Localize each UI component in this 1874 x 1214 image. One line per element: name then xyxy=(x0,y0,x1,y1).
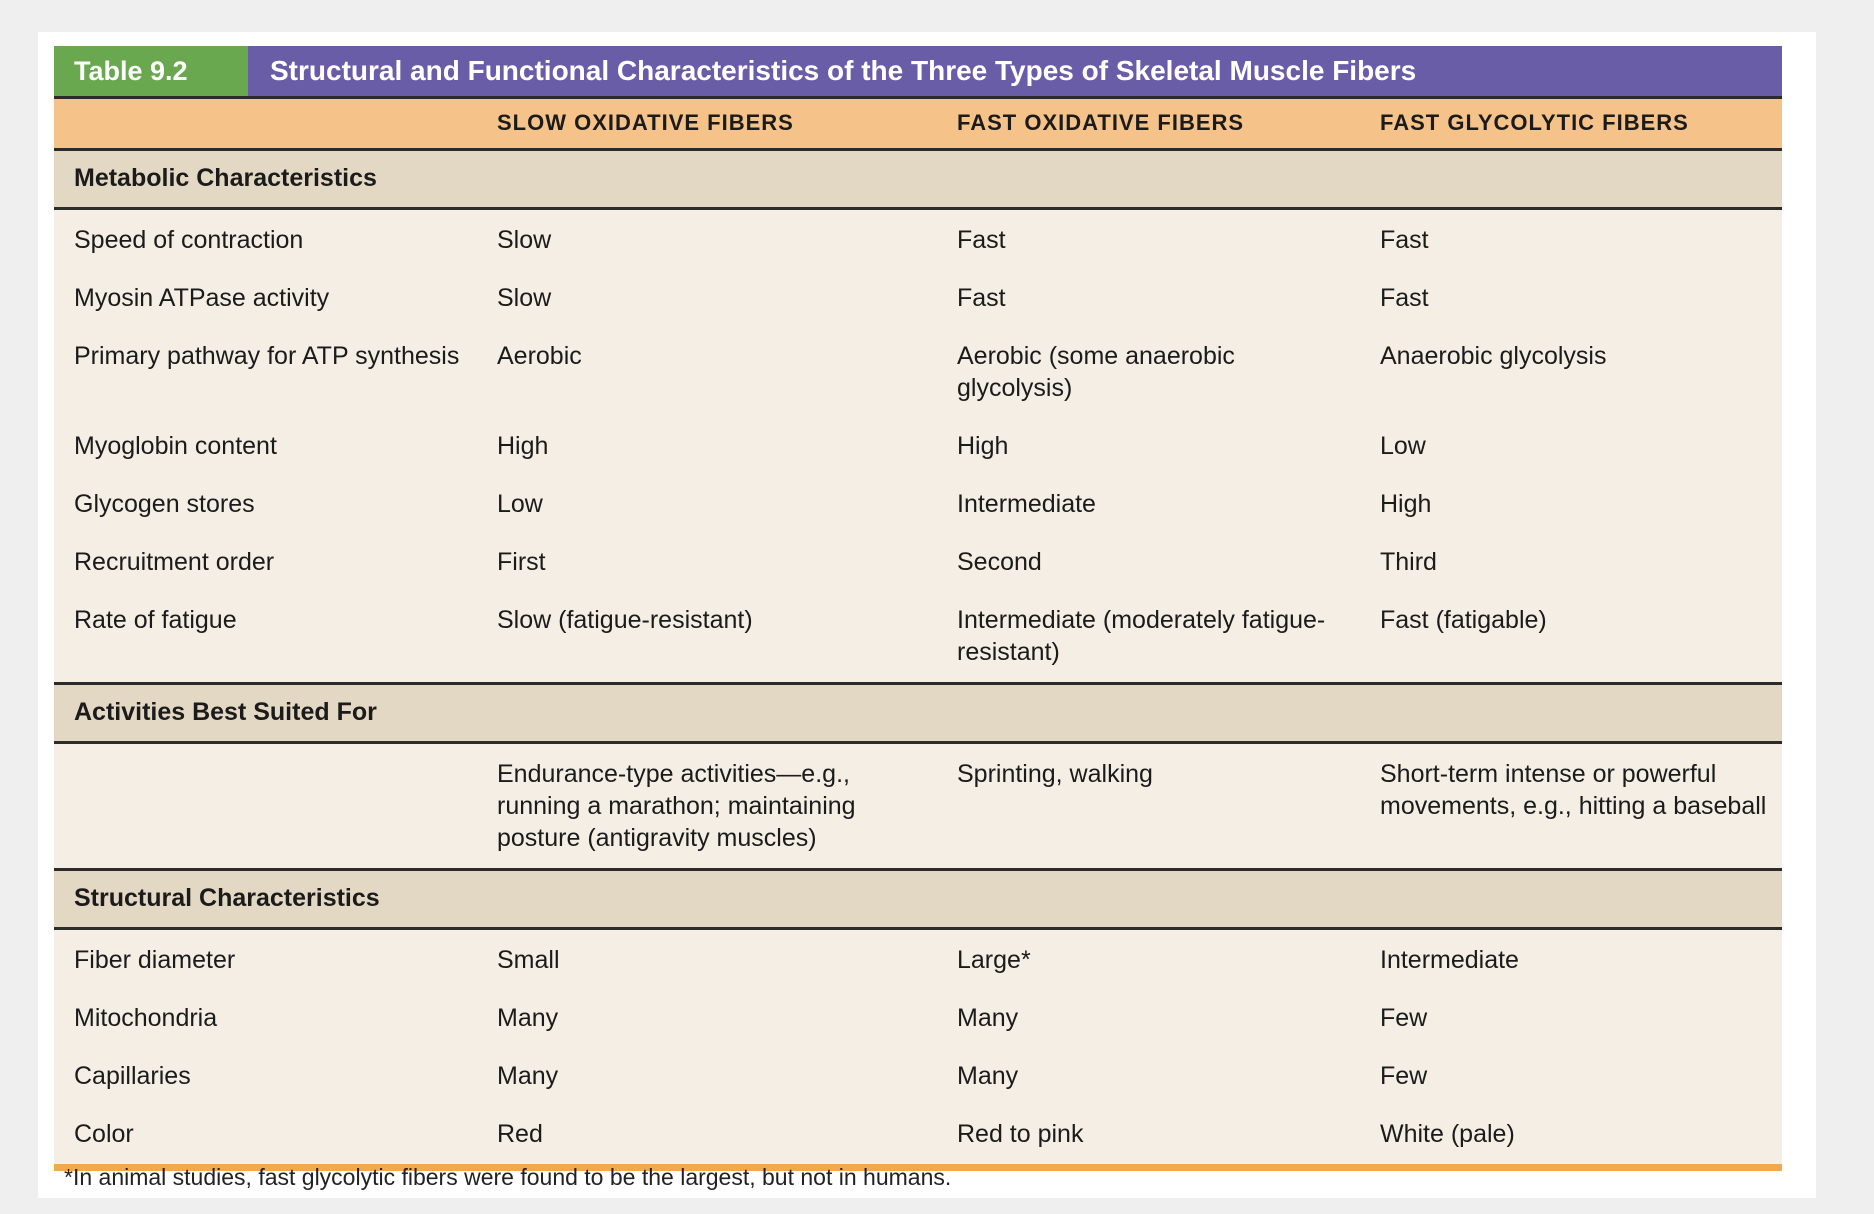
table-cell: Low xyxy=(1360,417,1782,475)
column-header-row xyxy=(54,99,1782,149)
row-label-cell xyxy=(54,742,477,869)
table-cell: Third xyxy=(1360,533,1782,591)
column-header-fast-glycolytic: FAST GLYCOLYTIC FIBERS xyxy=(1380,110,1689,136)
row-label-cell: Myoglobin content xyxy=(54,417,477,475)
column-header-characteristic xyxy=(54,99,477,149)
table-cell: Intermediate xyxy=(1360,928,1782,989)
table-cell: Many xyxy=(937,989,1360,1047)
row-label-cell: Fiber diameter xyxy=(54,928,477,989)
table-cell: High xyxy=(937,417,1360,475)
table-cell: Second xyxy=(937,533,1360,591)
table-cell: Sprinting, walking xyxy=(937,742,1360,869)
row-label-cell: Primary pathway for ATP synthesis xyxy=(54,327,477,417)
table-cell: Small xyxy=(477,928,937,989)
table-cell: Fast xyxy=(937,269,1360,327)
table-cell: Few xyxy=(1360,989,1782,1047)
table-title-bar xyxy=(54,46,1782,99)
table-row xyxy=(54,417,1782,475)
table-body xyxy=(54,149,1782,1164)
table-header xyxy=(54,99,1782,149)
table-row xyxy=(54,928,1782,989)
table-cell: Fast xyxy=(1360,208,1782,269)
table-row xyxy=(54,1047,1782,1105)
section-header-row xyxy=(54,683,1782,742)
row-label-cell: Myosin ATPase activity xyxy=(54,269,477,327)
table-cell: Red xyxy=(477,1105,937,1164)
table-cell: Slow xyxy=(477,208,937,269)
table-cell: Endurance-type activities—e.g., running a marathon; maintaining posture (antigravity muscles) xyxy=(477,742,937,869)
table-cell: Many xyxy=(477,989,937,1047)
textbook-page xyxy=(38,32,1816,1198)
table-cell: Aerobic xyxy=(477,327,937,417)
table-cell: Red to pink xyxy=(937,1105,1360,1164)
table-row xyxy=(54,591,1782,684)
section-header-row xyxy=(54,149,1782,208)
row-label-cell: Glycogen stores xyxy=(54,475,477,533)
table-row xyxy=(54,989,1782,1047)
table-cell: First xyxy=(477,533,937,591)
table-cell: High xyxy=(477,417,937,475)
column-header-slow-oxidative: SLOW OXIDATIVE FIBERS xyxy=(497,110,794,136)
table-cell: Aerobic (some anaerobic glycolysis) xyxy=(937,327,1360,417)
section-header-row xyxy=(54,869,1782,928)
table-cell: Short-term intense or powerful movements, e.g., hitting a baseball xyxy=(1360,742,1782,869)
table-cell: White (pale) xyxy=(1360,1105,1782,1164)
table-row xyxy=(54,327,1782,417)
table-cell: Many xyxy=(477,1047,937,1105)
row-label-cell: Mitochondria xyxy=(54,989,477,1047)
table-cell: Anaerobic glycolysis xyxy=(1360,327,1782,417)
table-number-label: Table 9.2 xyxy=(54,46,248,96)
muscle-fiber-table xyxy=(54,46,1782,1171)
table-cell: Intermediate xyxy=(937,475,1360,533)
table-row xyxy=(54,475,1782,533)
table-footnote: *In animal studies, fast glycolytic fibers were found to be the largest, but not in humans. xyxy=(64,1164,952,1190)
table-row xyxy=(54,742,1782,869)
row-label-cell: Recruitment order xyxy=(54,533,477,591)
table-row xyxy=(54,269,1782,327)
row-label-cell: Capillaries xyxy=(54,1047,477,1105)
fiber-characteristics-table xyxy=(54,99,1782,1164)
table-cell: Slow xyxy=(477,269,937,327)
section-title: Metabolic Characteristics xyxy=(54,149,1782,208)
table-row xyxy=(54,208,1782,269)
table-cell: Large* xyxy=(937,928,1360,989)
section-title: Activities Best Suited For xyxy=(54,683,1782,742)
table-cell: Fast (fatigable) xyxy=(1360,591,1782,684)
table-cell: Fast xyxy=(1360,269,1782,327)
table-cell: Low xyxy=(477,475,937,533)
column-header-fast-oxidative: FAST OXIDATIVE FIBERS xyxy=(957,110,1245,136)
table-cell: Many xyxy=(937,1047,1360,1105)
table-cell: Few xyxy=(1360,1047,1782,1105)
row-label-cell: Color xyxy=(54,1105,477,1164)
table-title: Structural and Functional Characteristics of the Three Types of Skeletal Muscle Fibers xyxy=(248,46,1782,96)
table-cell: Intermediate (moderately fatigue-resistant) xyxy=(937,591,1360,684)
row-label-cell: Rate of fatigue xyxy=(54,591,477,684)
table-row xyxy=(54,533,1782,591)
row-label-cell: Speed of contraction xyxy=(54,208,477,269)
section-title: Structural Characteristics xyxy=(54,869,1782,928)
table-row xyxy=(54,1105,1782,1164)
table-cell: Fast xyxy=(937,208,1360,269)
table-cell: Slow (fatigue-resistant) xyxy=(477,591,937,684)
table-cell: High xyxy=(1360,475,1782,533)
